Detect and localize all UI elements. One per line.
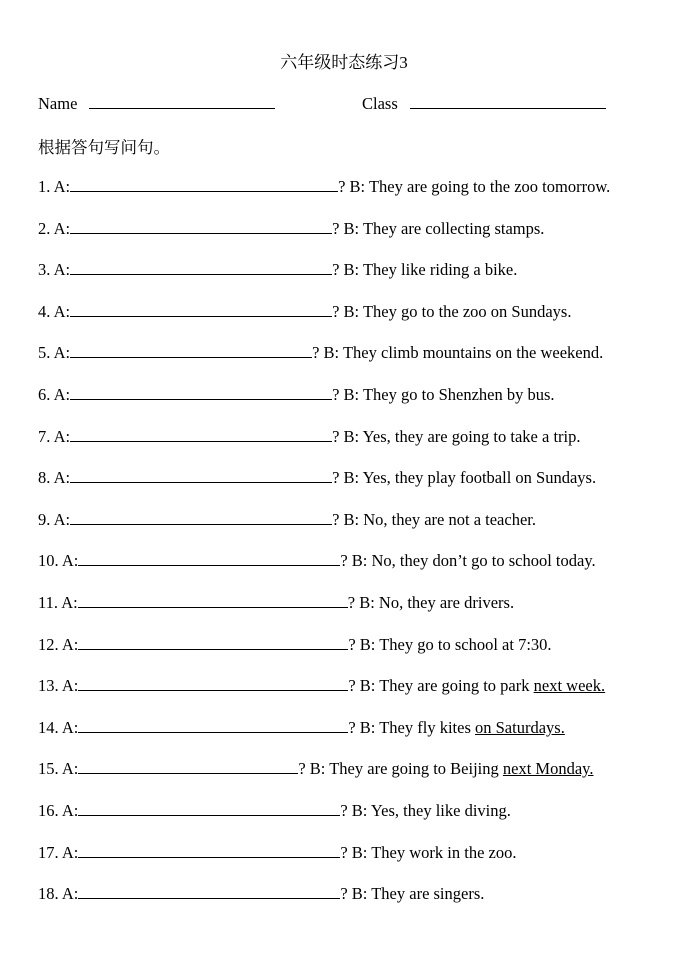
a-label: A:	[61, 551, 79, 570]
name-field	[38, 91, 275, 114]
b-label: B:	[359, 676, 376, 695]
question-mark: ?	[340, 801, 348, 820]
b-label: B:	[343, 385, 360, 404]
answer-blank[interactable]	[70, 257, 332, 275]
answer-blank[interactable]	[78, 548, 340, 566]
a-label: A:	[53, 343, 71, 362]
a-label: A:	[53, 427, 71, 446]
a-label: A:	[61, 635, 79, 654]
answer-blank[interactable]	[78, 798, 340, 816]
a-label: A:	[53, 302, 71, 321]
b-label: B:	[343, 427, 360, 446]
a-label: A:	[61, 801, 79, 820]
question-mark: ?	[338, 177, 346, 196]
question-number: 4.	[38, 302, 51, 321]
question-number: 11.	[38, 593, 59, 612]
class-label: Class	[362, 94, 398, 113]
answer-text: Yes, they play football on Sundays.	[362, 468, 597, 487]
question-row	[38, 216, 544, 238]
question-number: 16.	[38, 801, 59, 820]
question-number: 3.	[38, 260, 51, 279]
question-row	[38, 340, 603, 362]
question-row	[38, 382, 555, 404]
question-number: 7.	[38, 427, 51, 446]
a-label: A:	[53, 510, 71, 529]
b-label: B:	[343, 510, 360, 529]
question-number: 2.	[38, 219, 51, 238]
answer-blank[interactable]	[78, 632, 348, 650]
answer-text: They fly kites	[379, 718, 471, 737]
question-mark: ?	[332, 219, 340, 238]
question-row	[38, 257, 517, 279]
a-label: A:	[53, 219, 71, 238]
answer-blank[interactable]	[78, 756, 298, 774]
b-label: B:	[309, 759, 326, 778]
answer-text: No, they are not a teacher.	[363, 510, 536, 529]
a-label: A:	[53, 260, 71, 279]
answer-blank[interactable]	[78, 840, 340, 858]
answer-blank[interactable]	[70, 465, 332, 483]
answer-blank[interactable]	[70, 424, 332, 442]
question-row	[38, 465, 596, 487]
question-mark: ?	[332, 427, 340, 446]
a-label: A:	[61, 759, 79, 778]
answer-text: They are going to the zoo tomorrow.	[368, 177, 611, 196]
b-label: B:	[351, 801, 368, 820]
answer-text: They are collecting stamps.	[362, 219, 545, 238]
question-row	[38, 881, 484, 903]
answer-text: They go to school at 7:30.	[379, 635, 552, 654]
underlined-phrase: next Monday.	[502, 759, 594, 778]
question-row	[38, 715, 565, 737]
b-label: B:	[323, 343, 340, 362]
answer-text: No, they don’t go to school today.	[371, 551, 596, 570]
b-label: B:	[359, 635, 376, 654]
b-label: B:	[351, 551, 368, 570]
question-mark: ?	[340, 843, 348, 862]
answer-text: They are going to park	[379, 676, 530, 695]
question-number: 12.	[38, 635, 59, 654]
a-label: A:	[53, 177, 71, 196]
name-blank[interactable]	[89, 91, 275, 109]
instruction: 根据答句写问句。	[38, 138, 170, 157]
question-mark: ?	[347, 593, 356, 612]
question-row	[38, 756, 593, 778]
question-number: 13.	[38, 676, 59, 695]
answer-text: Yes, they like diving.	[370, 801, 511, 820]
question-mark: ?	[298, 759, 306, 778]
answer-blank[interactable]	[78, 673, 348, 691]
question-mark: ?	[332, 468, 340, 487]
a-label: A:	[61, 884, 79, 903]
question-number: 17.	[38, 843, 59, 862]
b-label: B:	[359, 593, 375, 612]
b-label: B:	[351, 843, 368, 862]
question-row	[38, 840, 516, 862]
question-row	[38, 507, 536, 529]
a-label: A:	[53, 468, 71, 487]
answer-text: They go to Shenzhen by bus.	[362, 385, 555, 404]
question-mark: ?	[340, 884, 348, 903]
question-mark: ?	[332, 302, 340, 321]
question-number: 18.	[38, 884, 59, 903]
question-number: 8.	[38, 468, 51, 487]
name-label: Name	[38, 94, 78, 113]
a-label: A:	[61, 676, 79, 695]
answer-text: No, they are drivers.	[378, 593, 515, 612]
b-label: B:	[343, 468, 360, 487]
question-number: 6.	[38, 385, 51, 404]
answer-text: They are going to Beijing	[329, 759, 499, 778]
answer-blank[interactable]	[78, 590, 348, 608]
question-mark: ?	[332, 510, 340, 529]
underlined-phrase: next week.	[533, 676, 606, 695]
question-row	[38, 798, 511, 820]
answer-blank[interactable]	[70, 382, 332, 400]
question-row	[38, 590, 514, 612]
question-number: 5.	[38, 343, 51, 362]
answer-text: They go to the zoo on Sundays.	[362, 302, 572, 321]
answer-blank[interactable]	[78, 715, 348, 733]
question-mark: ?	[348, 635, 356, 654]
answer-blank[interactable]	[70, 174, 338, 192]
class-field	[362, 91, 606, 114]
question-mark: ?	[332, 385, 340, 404]
question-mark: ?	[332, 260, 340, 279]
b-label: B:	[351, 884, 368, 903]
answer-blank[interactable]	[70, 340, 312, 358]
b-label: B:	[343, 260, 360, 279]
question-mark: ?	[340, 551, 348, 570]
question-number: 14.	[38, 718, 59, 737]
question-row	[38, 424, 580, 446]
a-label: A:	[53, 385, 71, 404]
question-row	[38, 174, 610, 196]
question-mark: ?	[312, 343, 320, 362]
question-number: 15.	[38, 759, 59, 778]
answer-text: They climb mountains on the weekend.	[342, 343, 604, 362]
answer-blank[interactable]	[70, 507, 332, 525]
a-label: A:	[61, 593, 78, 612]
answer-blank[interactable]	[78, 881, 340, 899]
answer-text: They like riding a bike.	[362, 260, 518, 279]
underlined-phrase: on Saturdays.	[475, 718, 565, 737]
page-title: 六年级时态练习3	[280, 53, 408, 72]
question-number: 1.	[38, 177, 51, 196]
class-blank[interactable]	[410, 91, 606, 109]
b-label: B:	[349, 177, 366, 196]
question-number: 10.	[38, 551, 59, 570]
question-mark: ?	[348, 718, 356, 737]
question-mark: ?	[348, 676, 356, 695]
answer-text: They are singers.	[371, 884, 485, 903]
answer-text: Yes, they are going to take a trip.	[362, 427, 581, 446]
question-row	[38, 299, 571, 321]
question-row	[38, 673, 605, 695]
a-label: A:	[61, 843, 79, 862]
answer-blank[interactable]	[70, 299, 332, 317]
question-row	[38, 548, 596, 570]
a-label: A:	[61, 718, 79, 737]
question-number: 9.	[38, 510, 51, 529]
answer-text: They work in the zoo.	[371, 843, 517, 862]
b-label: B:	[343, 219, 360, 238]
answer-blank[interactable]	[70, 216, 332, 234]
question-row	[38, 632, 552, 654]
b-label: B:	[343, 302, 360, 321]
b-label: B:	[359, 718, 376, 737]
